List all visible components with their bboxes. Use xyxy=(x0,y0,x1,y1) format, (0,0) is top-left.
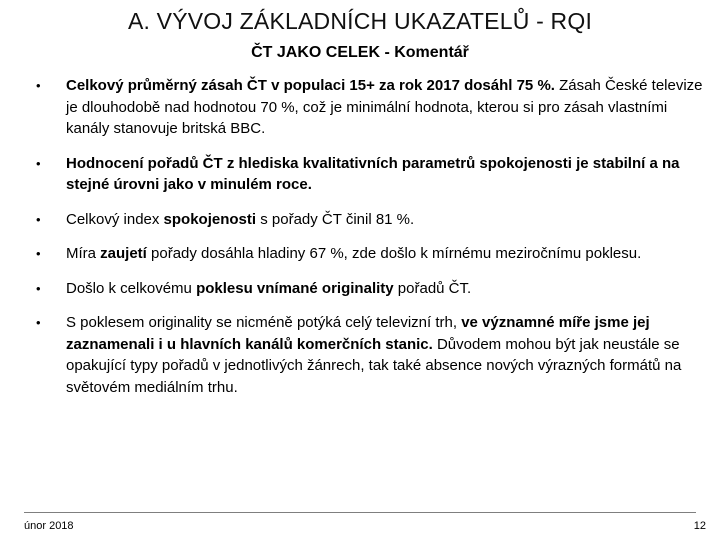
bullet-marker: • xyxy=(36,78,41,93)
bullet-marker: • xyxy=(36,155,41,171)
bullet-text: Míra xyxy=(66,245,101,262)
bullet-text-bold: ve významné míře jsme jej zaznamenali i u hlavních kanálů komerčních stanic. xyxy=(66,314,650,353)
bullet-text-bold: zaujetí xyxy=(100,245,147,262)
bullet-text-bold: spokojenosti xyxy=(163,210,257,228)
bullet-text-bold: Celkový průměrný zásah ČT v populaci 15+ za rok 2017 dosáhl 75 %. xyxy=(66,77,555,94)
bullet-item xyxy=(36,209,704,231)
bullet-text: s pořady ČT činil 81 %. xyxy=(256,210,415,228)
bullet-text: Zásah České televize je dlouhodobě nad hodnotou 70 %, což je minimální hodnota, kterou si pro zásah vlastními kanály stanovuje britská BBC. xyxy=(66,77,703,137)
bullet-text: Došlo k celkovému xyxy=(66,279,197,297)
bullet-text: Důvodem mohou být jak neustále se opakující typy pořadů v jednotlivých žánrech, tak také absence nových výrazných formátů na světovém mediálním trhu. xyxy=(66,335,682,396)
bullet-item xyxy=(36,75,704,140)
bullet-marker: • xyxy=(36,280,41,296)
bullet-text: pořady dosáhla hladiny 67 %, zde došlo k mírnému meziročnímu poklesu. xyxy=(146,245,642,262)
slide-subtitle: ČT JAKO CELEK - Komentář xyxy=(251,44,469,61)
bullet-text: S poklesem originality se nicméně potýká celý televizní trh, xyxy=(66,314,462,331)
bullet-item xyxy=(36,312,704,398)
bullet-marker: • xyxy=(36,315,41,330)
footer-divider xyxy=(24,512,696,513)
slide-title: A. VÝVOJ ZÁKLADNÍCH UKAZATELŮ - RQI xyxy=(127,8,593,34)
bullet-list xyxy=(36,75,704,411)
bullet-marker: • xyxy=(36,246,41,261)
bullet-text: Celkový index xyxy=(66,210,164,228)
bullet-marker: • xyxy=(36,211,41,227)
bullet-text: pořadů ČT. xyxy=(393,279,472,297)
bullet-item xyxy=(36,278,704,300)
bullet-item xyxy=(36,243,704,265)
bullet-text-bold: poklesu vnímané originality xyxy=(196,279,394,297)
page-number: 12 xyxy=(693,520,706,532)
footer-date: únor 2018 xyxy=(24,520,74,532)
bullet-text-bold: Hodnocení pořadů ČT z hlediska kvalitativních parametrů spokojenosti je stabilní a na stejné úrovni jako v minulém roce. xyxy=(66,154,680,193)
bullet-item xyxy=(36,153,704,196)
